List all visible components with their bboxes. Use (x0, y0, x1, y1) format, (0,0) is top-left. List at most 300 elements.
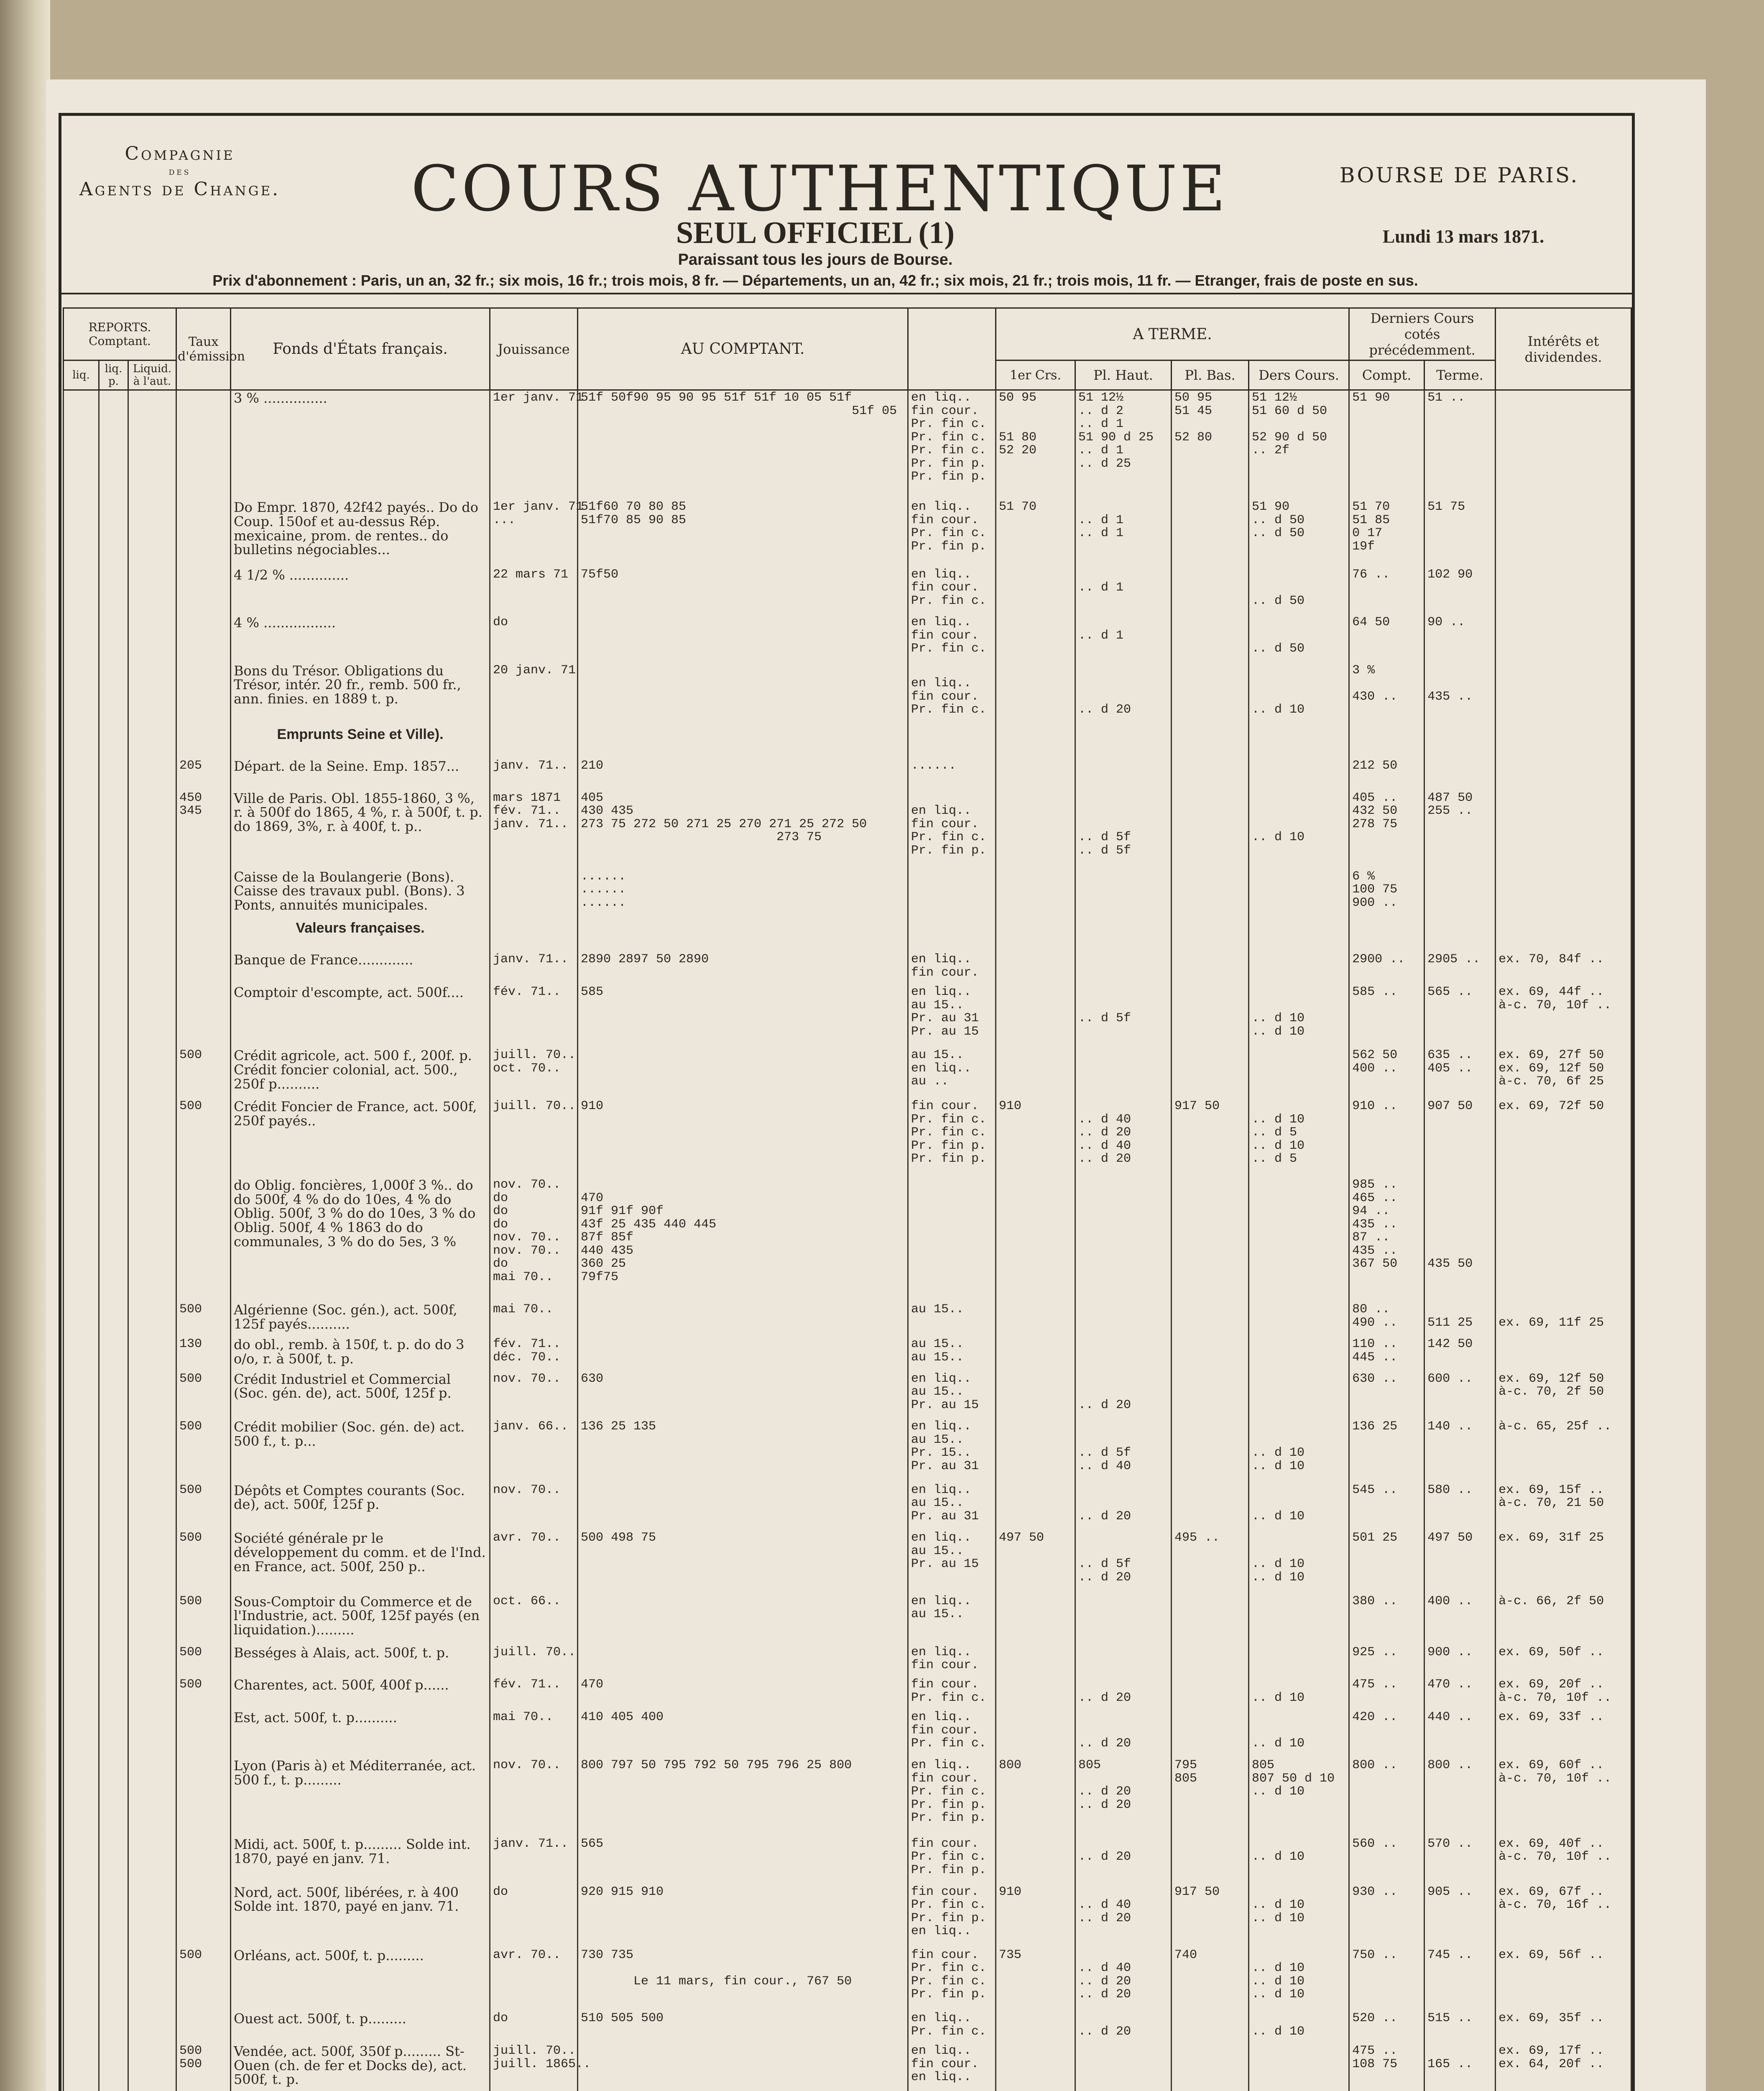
report-cell (99, 1645, 128, 1678)
cell-name: do Oblig. foncières, 1,000f 3 %.. do do 500f, 4 % do do 10es, 4 % do Oblig. 500f, 3 % do do 10es, 3 % do Oblig. 500f, 4 % 1863 do do communales, 3 % do do 5es, 3 % (231, 1178, 490, 1302)
empty-cell (1496, 726, 1631, 759)
cell-mode: en liq.. Pr. fin c. (908, 2011, 996, 2044)
table-row (64, 2044, 1631, 2091)
report-cell (128, 1710, 176, 1758)
cell-bas (1172, 1594, 1249, 1645)
cell-haut: .. d 20 (1075, 663, 1172, 726)
empty-cell (578, 726, 908, 759)
report-cell (64, 869, 99, 920)
cell-der: .. d 10 (1249, 1677, 1349, 1710)
report-cell (128, 1885, 176, 1948)
report-cell (64, 952, 99, 985)
cell-der: .. d 10 (1249, 663, 1349, 726)
cell-terme: 165 .. (1424, 2044, 1496, 2091)
report-cell (99, 1337, 128, 1372)
table-row (64, 1483, 1631, 1531)
a-terme-header: A TERME. (996, 308, 1349, 360)
cell-div: ex. 69, 31f 25 (1496, 1531, 1631, 1594)
cell-der (1249, 869, 1349, 920)
cell-haut (1075, 1645, 1172, 1678)
cell-der: .. d 10 .. d 5 .. d 10 .. d 5 (1249, 1099, 1349, 1178)
empty-cell (1075, 920, 1172, 952)
report-cell (128, 1594, 176, 1645)
cell-c1 (996, 1483, 1075, 1531)
cell-jouis: janv. 71.. (490, 1837, 578, 1885)
report-cell (64, 1531, 99, 1594)
cell-c1 (996, 1594, 1075, 1645)
cell-comptant: 500 498 75 (578, 1531, 908, 1594)
cell-mode: en liq.. fin cour. Pr. fin c. Pr. fin c. Pr. fin c. Pr. fin p. Pr. fin p. (908, 390, 996, 500)
cell-div (1496, 869, 1631, 920)
pl-bas-header: Pl. Bas. (1172, 360, 1249, 390)
cell-mode: en liq.. fin cour. Pr. fin c. (908, 1710, 996, 1758)
table-row (64, 1677, 1631, 1710)
cell-c1: 497 50 (996, 1531, 1075, 1594)
report-cell (99, 500, 128, 567)
cell-terme: 905 .. (1424, 1885, 1496, 1948)
report-cell (99, 791, 128, 869)
cell-div: ex. 69, 44f .. à-c. 70, 10f .. (1496, 985, 1631, 1048)
cell-div: ex. 69, 11f 25 (1496, 1302, 1631, 1337)
cell-taux (176, 2011, 231, 2044)
cell-compt: 420 .. (1349, 1710, 1424, 1758)
cell-der: .. d 10 .. d 10 (1249, 985, 1349, 1048)
table-row (64, 1531, 1631, 1594)
cell-der (1249, 1337, 1349, 1372)
cell-c1 (996, 1302, 1075, 1337)
cell-bas (1172, 615, 1249, 663)
cell-taux: 500 (176, 1302, 231, 1337)
cell-jouis: 1er janv. 71 ... (490, 500, 578, 567)
cell-haut: 51 12½ .. d 2 .. d 1 51 90 d 25 .. d 1 .. d 25 (1075, 390, 1172, 500)
page-subtitle: SEUL OFFICIEL (1) (676, 216, 955, 250)
cell-taux: 500 (176, 1419, 231, 1483)
cell-mode: en liq.. au 15.. Pr. au 31 Pr. au 15 (908, 985, 996, 1048)
section-title: Emprunts Seine et Ville). (231, 726, 490, 759)
report-cell (64, 1099, 99, 1178)
cell-der (1249, 1372, 1349, 1420)
section-title: Valeurs françaises. (231, 920, 490, 952)
cell-jouis: juill. 70.. juill. 1865.. (490, 2044, 578, 2091)
report-cell (128, 567, 176, 616)
cell-name: Nord, act. 500f, libérées, r. à 400 Solde int. 1870, payé en janv. 71. (231, 1885, 490, 1948)
cell-name: Est, act. 500f, t. p.......... (231, 1710, 490, 1758)
cell-der: .. d 50 (1249, 615, 1349, 663)
cell-terme: 565 .. (1424, 985, 1496, 1048)
cell-haut: .. d 20 (1075, 1677, 1172, 1710)
liq-header: liq. (64, 360, 99, 390)
cell-taux (176, 952, 231, 985)
premier-cours-header: 1er Crs. (996, 360, 1075, 390)
cell-jouis: nov. 70.. (490, 1372, 578, 1420)
cell-comptant: 910 (578, 1099, 908, 1178)
cell-name: 4 1/2 % .............. (231, 567, 490, 616)
cell-mode: en liq.. au 15.. Pr. au 15 (908, 1372, 996, 1420)
report-cell (128, 1758, 176, 1837)
cell-div: ex. 69, 67f .. à-c. 70, 16f .. (1496, 1885, 1631, 1948)
cell-der (1249, 1302, 1349, 1337)
cell-compt: 545 .. (1349, 1483, 1424, 1531)
cell-comptant: 210 (578, 759, 908, 791)
empty-cell (1172, 726, 1249, 759)
cell-jouis: fév. 71.. déc. 70.. (490, 1337, 578, 1372)
cell-compt: 136 25 (1349, 1419, 1424, 1483)
cell-haut (1075, 1302, 1172, 1337)
report-cell (99, 1099, 128, 1178)
cell-c1 (996, 791, 1075, 869)
cell-bas: 795 805 (1172, 1758, 1249, 1837)
jouissance-header: Jouissance (490, 308, 578, 390)
cell-der: .. d 10 (1249, 2011, 1349, 2044)
section-heading-row (64, 920, 1631, 952)
table-row (64, 1178, 1631, 1302)
cell-jouis: 20 janv. 71 (490, 663, 578, 726)
cell-terme: 580 .. (1424, 1483, 1496, 1531)
liquid-header: Liquid. à l'aut. (128, 360, 176, 390)
cell-der: .. d 10 (1249, 791, 1349, 869)
cell-terme: 900 .. (1424, 1645, 1496, 1678)
cell-der: .. d 10 (1249, 1483, 1349, 1531)
cell-name: Charentes, act. 500f, 400f p...... (231, 1677, 490, 1710)
empty-cell (1496, 920, 1631, 952)
cell-terme: 745 .. (1424, 1948, 1496, 2011)
cell-taux: 500 500 (176, 2044, 231, 2091)
report-cell (64, 759, 99, 791)
cell-div: ex. 69, 33f .. (1496, 1710, 1631, 1758)
cell-mode: en liq.. fin cour. (908, 1645, 996, 1678)
report-cell (64, 390, 99, 500)
cell-taux (176, 985, 231, 1048)
report-cell (64, 1337, 99, 1372)
cell-bas: 50 95 51 45 52 80 (1172, 390, 1249, 500)
cell-der: .. d 10 .. d 10 .. d 10 (1249, 1948, 1349, 2011)
cell-div: ex. 69, 60f .. à-c. 70, 10f .. (1496, 1758, 1631, 1837)
cell-jouis: nov. 70.. do do do nov. 70.. nov. 70.. do mai 70.. (490, 1178, 578, 1302)
report-cell (128, 869, 176, 920)
cell-jouis: mai 70.. (490, 1302, 578, 1337)
empty-cell (176, 726, 231, 759)
cell-compt: 212 50 (1349, 759, 1424, 791)
empty-cell (1249, 920, 1349, 952)
cell-bas (1172, 1372, 1249, 1420)
report-cell (64, 2011, 99, 2044)
cell-jouis: avr. 70.. (490, 1531, 578, 1594)
cell-jouis (490, 869, 578, 920)
cell-mode: en liq.. fin cour. Pr. fin c. Pr. fin p. (908, 500, 996, 567)
report-cell (128, 1483, 176, 1531)
cell-bas (1172, 759, 1249, 791)
empty-cell (996, 726, 1075, 759)
table-row (64, 615, 1631, 663)
cell-c1 (996, 1677, 1075, 1710)
report-cell (64, 1677, 99, 1710)
cell-c1: 910 (996, 1885, 1075, 1948)
cell-taux (176, 1710, 231, 1758)
cell-c1 (996, 567, 1075, 616)
report-cell (128, 390, 176, 500)
cell-haut (1075, 759, 1172, 791)
cell-name: 3 % ............... (231, 390, 490, 500)
report-cell (99, 1758, 128, 1837)
cell-comptant: 75f50 (578, 567, 908, 616)
report-cell (128, 952, 176, 985)
cell-name: Vendée, act. 500f, 350f p......... St-Ouen (ch. de fer et Docks de), act. 500f, t. p. (231, 2044, 490, 2091)
cell-name: Orléans, act. 500f, t. p......... (231, 1948, 490, 2011)
report-cell (99, 1531, 128, 1594)
report-cell (128, 1948, 176, 2011)
report-cell (128, 1531, 176, 1594)
terme-header: Terme. (1424, 360, 1496, 390)
cell-c1: 800 (996, 1758, 1075, 1837)
cell-mode: fin cour. Pr. fin c. Pr. fin c. Pr. fin p. Pr. fin p. (908, 1099, 996, 1178)
cell-bas: 740 (1172, 1948, 1249, 2011)
report-cell (64, 1372, 99, 1420)
cell-taux (176, 390, 231, 500)
cell-compt: 800 .. (1349, 1758, 1424, 1837)
bourse-label: BOURSE DE PARIS. (1339, 163, 1579, 187)
cell-name: Dépôts et Comptes courants (Soc. de), act. 500f, 125f p. (231, 1483, 490, 1531)
report-cell (128, 1099, 176, 1178)
table-row (64, 1837, 1631, 1885)
cell-mode: en liq.. fin cour. Pr. fin c. (908, 567, 996, 616)
report-cell (64, 1837, 99, 1885)
cell-c1 (996, 615, 1075, 663)
report-cell (128, 1178, 176, 1302)
cell-bas (1172, 952, 1249, 985)
report-cell (64, 663, 99, 726)
company-line-2: des (168, 166, 191, 177)
cell-bas (1172, 1337, 1249, 1372)
company-line-1: Compagnie (125, 143, 235, 164)
cell-compt: 750 .. (1349, 1948, 1424, 2011)
cell-der: .. d 10 .. d 10 (1249, 1531, 1349, 1594)
cell-der: .. d 10 .. d 10 (1249, 1419, 1349, 1483)
price-table (63, 307, 1632, 2091)
cell-jouis: fév. 71.. (490, 985, 578, 1048)
cell-compt: 985 .. 465 .. 94 .. 435 .. 87 .. 435 .. 367 50 (1349, 1178, 1424, 1302)
report-cell (64, 1419, 99, 1483)
cell-name: Ouest act. 500f, t. p......... (231, 2011, 490, 2044)
cell-mode (908, 1178, 996, 1302)
cell-name: Algérienne (Soc. gén.), act. 500f, 125f payés.......... (231, 1302, 490, 1337)
cell-div: ex. 69, 17f .. ex. 64, 20f .. (1496, 2044, 1631, 2091)
cell-name: Bességes à Alais, act. 500f, t. p. (231, 1645, 490, 1678)
cell-c1 (996, 869, 1075, 920)
report-cell (64, 1048, 99, 1099)
cell-comptant (578, 1645, 908, 1678)
cell-c1 (996, 1337, 1075, 1372)
report-cell (128, 2044, 176, 2091)
empty-cell (1172, 920, 1249, 952)
cell-haut: .. d 40 .. d 20 (1075, 1885, 1172, 1948)
cell-comptant: 2890 2897 50 2890 (578, 952, 908, 985)
cell-der: .. d 10 (1249, 1710, 1349, 1758)
empty-cell (64, 920, 99, 952)
cell-taux: 500 (176, 1372, 231, 1420)
cell-c1 (996, 952, 1075, 985)
cell-name: do obl., remb. à 150f, t. p. do do 3 o/o, r. à 500f, t. p. (231, 1337, 490, 1372)
cell-haut (1075, 952, 1172, 985)
derniers-cours-header: Derniers Cours cotés précédemment. (1349, 308, 1496, 360)
cell-bas (1172, 791, 1249, 869)
cell-jouis: janv. 71.. (490, 759, 578, 791)
cell-bas (1172, 985, 1249, 1048)
cell-div (1496, 567, 1631, 616)
cell-name: Départ. de la Seine. Emp. 1857... (231, 759, 490, 791)
mode-header (908, 308, 996, 390)
cell-div: ex. 69, 27f 50 ex. 69, 12f 50 à-c. 70, 6f 25 (1496, 1048, 1631, 1099)
cell-c1 (996, 2011, 1075, 2044)
table-row (64, 1048, 1631, 1099)
report-cell (64, 1948, 99, 2011)
report-cell (99, 1302, 128, 1337)
cell-name: Crédit agricole, act. 500 f., 200f. p. Crédit foncier colonial, act. 500., 250f p.......... (231, 1048, 490, 1099)
cell-name: Société générale pr le développement du comm. et de l'Ind. en France, act. 500f, 250 p.. (231, 1531, 490, 1594)
report-cell (99, 390, 128, 500)
table-row (64, 1099, 1631, 1178)
cell-name: Lyon (Paris à) et Méditerranée, act. 500 f., t. p......... (231, 1758, 490, 1837)
cell-comptant: 410 405 400 (578, 1710, 908, 1758)
table-row (64, 500, 1631, 567)
report-cell (64, 1710, 99, 1758)
cell-taux: 450 345 (176, 791, 231, 869)
cell-haut: .. d 5f .. d 20 (1075, 1531, 1172, 1594)
table-row (64, 567, 1631, 616)
cell-name: Caisse de la Boulangerie (Bons). Caisse des travaux publ. (Bons). 3 Ponts, annuités municipales. (231, 869, 490, 920)
cell-haut: .. d 40 .. d 20 .. d 20 (1075, 1948, 1172, 2011)
report-cell (64, 1178, 99, 1302)
cell-div: ex. 69, 50f .. (1496, 1645, 1631, 1678)
cell-compt: 585 .. (1349, 985, 1424, 1048)
cell-c1: 910 (996, 1099, 1075, 1178)
empty-cell (1249, 726, 1349, 759)
report-cell (64, 1758, 99, 1837)
cell-taux (176, 869, 231, 920)
cell-terme: 487 50 255 .. (1424, 791, 1496, 869)
cell-taux (176, 500, 231, 567)
cell-taux: 130 (176, 1337, 231, 1372)
table-row (64, 1645, 1631, 1678)
cell-comptant: 405 430 435 273 75 272 50 271 25 270 271 25 272 50 273 75 (578, 791, 908, 869)
cell-div: ex. 69, 40f .. à-c. 70, 10f .. (1496, 1837, 1631, 1885)
cell-compt: 405 .. 432 50 278 75 (1349, 791, 1424, 869)
table-body (64, 390, 1631, 2091)
cell-terme (1424, 869, 1496, 920)
cell-haut: .. d 20 (1075, 1837, 1172, 1885)
cell-comptant (578, 663, 908, 726)
cell-jouis: mars 1871 fév. 71.. janv. 71.. (490, 791, 578, 869)
table-row (64, 869, 1631, 920)
cell-mode: en liq.. fin cour. Pr. fin c. Pr. fin p. Pr. fin p. (908, 1758, 996, 1837)
cell-taux (176, 663, 231, 726)
report-cell (128, 500, 176, 567)
cell-terme: 800 .. (1424, 1758, 1496, 1837)
cell-mode: en liq.. au 15.. Pr. au 31 (908, 1483, 996, 1531)
cell-haut: .. d 20 (1075, 1372, 1172, 1420)
report-cell (128, 1837, 176, 1885)
cell-jouis: mai 70.. (490, 1710, 578, 1758)
cell-bas (1172, 663, 1249, 726)
cell-der (1249, 1048, 1349, 1099)
cell-bas (1172, 1178, 1249, 1302)
cell-comptant: 470 (578, 1677, 908, 1710)
au-comptant-header: AU COMPTANT. (578, 308, 908, 390)
report-cell (99, 1372, 128, 1420)
cell-div: ex. 69, 12f 50 à-c. 70, 2f 50 (1496, 1372, 1631, 1420)
table-row (64, 952, 1631, 985)
table-row (64, 1758, 1631, 1837)
cell-jouis: juill. 70.. (490, 1099, 578, 1178)
report-cell (99, 615, 128, 663)
empty-cell (1075, 726, 1172, 759)
report-cell (64, 985, 99, 1048)
cell-name: Crédit Industriel et Commercial (Soc. gén. de), act. 500f, 125f p. (231, 1372, 490, 1420)
cell-div (1496, 759, 1631, 791)
cell-c1 (996, 1710, 1075, 1758)
cell-compt: 475 .. (1349, 1677, 1424, 1710)
report-cell (99, 567, 128, 616)
cell-div (1496, 615, 1631, 663)
interets-header: Intérêts et dividendes. (1496, 308, 1631, 390)
cell-haut (1075, 1594, 1172, 1645)
cell-mode: fin cour. Pr. fin c. Pr. fin p. (908, 1837, 996, 1885)
cell-taux (176, 1837, 231, 1885)
cell-mode (908, 869, 996, 920)
table-row (64, 1337, 1631, 1372)
report-cell (128, 2011, 176, 2044)
cell-comptant (578, 615, 908, 663)
cell-div (1496, 1337, 1631, 1372)
cell-terme: 142 50 (1424, 1337, 1496, 1372)
header-divider (59, 293, 1635, 294)
report-cell (99, 663, 128, 726)
cell-compt: 110 .. 445 .. (1349, 1337, 1424, 1372)
cell-haut: .. d 20 (1075, 1710, 1172, 1758)
cell-jouis: juill. 70.. (490, 1645, 578, 1678)
cell-compt: 380 .. (1349, 1594, 1424, 1645)
cell-name: Ville de Paris. Obl. 1855-1860, 3 %, r. à 500f do 1865, 4 %, r. à 500f, t. p. do 1869, 3%, r. à 400f, t. p.. (231, 791, 490, 869)
cell-jouis: janv. 71.. (490, 952, 578, 985)
cell-taux (176, 1758, 231, 1837)
cell-comptant: 470 91f 91f 90f 43f 25 435 440 445 87f 85f 440 435 360 25 79f75 (578, 1178, 908, 1302)
cell-taux (176, 567, 231, 616)
cell-haut (1075, 2044, 1172, 2091)
report-cell (99, 869, 128, 920)
cell-terme: 102 90 (1424, 567, 1496, 616)
cell-taux: 500 (176, 1594, 231, 1645)
cell-compt: 930 .. (1349, 1885, 1424, 1948)
cell-jouis: 1er janv. 71 (490, 390, 578, 500)
report-cell (64, 500, 99, 567)
report-cell (99, 1483, 128, 1531)
cell-jouis: nov. 70.. (490, 1758, 578, 1837)
report-cell (128, 663, 176, 726)
cell-haut: .. d 5f .. d 5f (1075, 791, 1172, 869)
cell-bas (1172, 1483, 1249, 1531)
report-cell (99, 1837, 128, 1885)
cell-div: ex. 69, 20f .. à-c. 70, 10f .. (1496, 1677, 1631, 1710)
cell-compt: 64 50 (1349, 615, 1424, 663)
publication-frequency: Paraissant tous les jours de Bourse. (678, 251, 953, 268)
cell-compt: 925 .. (1349, 1645, 1424, 1678)
cell-mode: en liq.. fin cour. Pr. fin c. Pr. fin p. (908, 791, 996, 869)
cell-terme: 600 .. (1424, 1372, 1496, 1420)
table-row (64, 759, 1631, 791)
report-cell (128, 1302, 176, 1337)
report-cell (64, 2044, 99, 2091)
cell-jouis: janv. 66.. (490, 1419, 578, 1483)
cell-der (1249, 759, 1349, 791)
